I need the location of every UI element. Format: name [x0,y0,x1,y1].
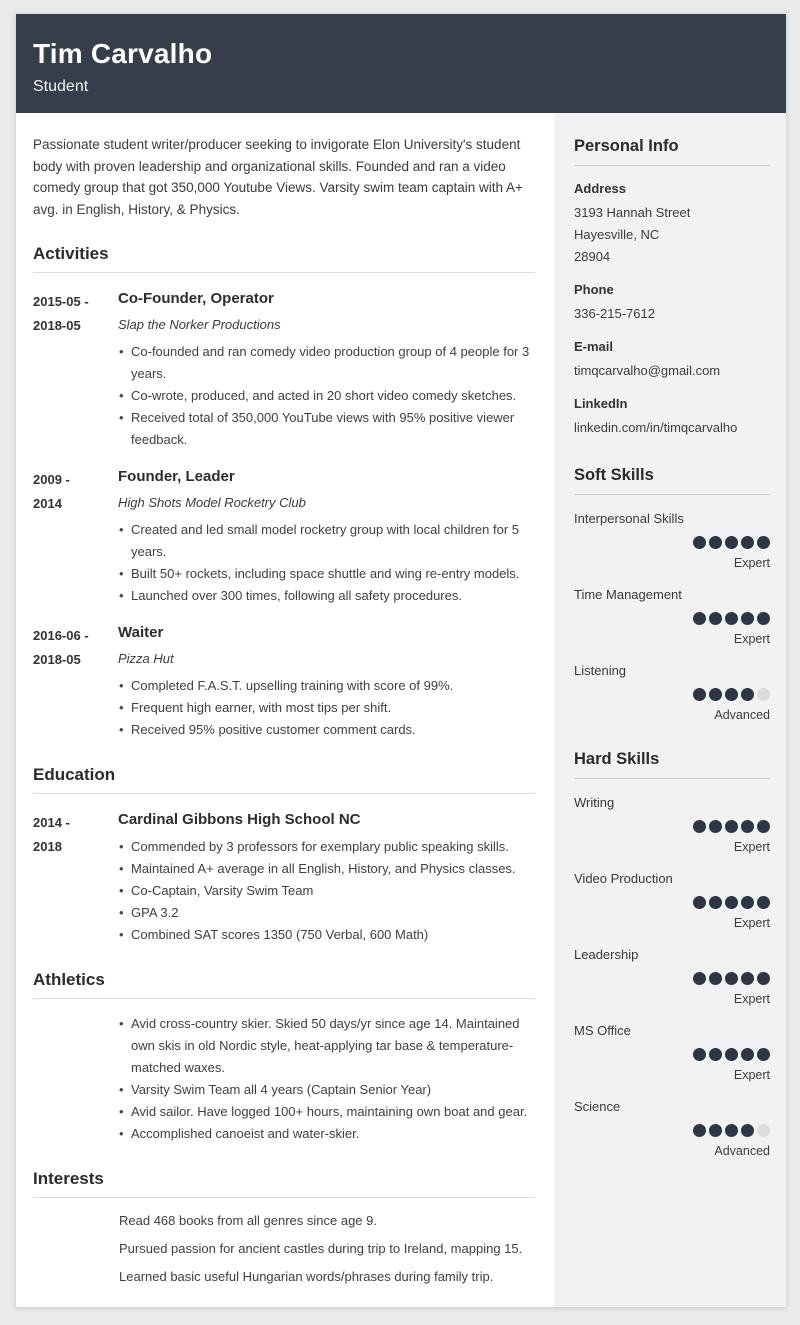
skill-name: Writing [574,795,615,810]
skill-dot [757,612,770,625]
skill-name: Time Management [574,587,682,602]
entry-bullet: • Commended by 3 professors for exemplary public speaking skills. [118,836,535,858]
entry-dates [33,811,118,946]
skill-dot [693,972,706,985]
skill-dot [757,972,770,985]
skill-rating-dots [574,820,770,835]
skill-dot [757,820,770,833]
skill-dot [757,1124,770,1137]
skill-dot [741,896,754,909]
entry-bullet: • Completed F.A.S.T. upselling training with score of 99%. [118,675,535,697]
entry-bullet: • Received total of 350,000 YouTube views with 95% positive viewer feedback. [118,407,535,451]
skill-rating-dots [574,1048,770,1063]
skill-dot [741,688,754,701]
skill-dot [693,820,706,833]
skill-dot [741,1124,754,1137]
entry-organization: Slap the Norker Productions [118,317,281,332]
skill-dot [725,896,738,909]
activity-entry-3 [33,624,535,741]
soft-skill-item [574,662,770,723]
skill-dot [709,896,722,909]
skill-dot [693,1124,706,1137]
skill-level-label: Expert [733,1068,770,1082]
skill-dot [725,1048,738,1061]
personal-info-address [574,179,770,268]
skill-level-label: Expert [733,840,770,854]
skill-rating-dots [574,896,770,911]
entry-bullet: • Built 50+ rockets, including space shuttle and wing re-entry models. [118,563,535,585]
skill-dot [757,536,770,549]
field-label: Phone [574,282,614,297]
skill-dot [693,896,706,909]
field-value: Hayesville, NC [574,227,660,242]
entry-organization: High Shots Model Rocketry Club [118,495,306,510]
skill-dot [725,820,738,833]
personal-info-phone [574,280,770,325]
skill-dot [693,688,706,701]
resume-page [16,14,786,1307]
candidate-job-title: Student [33,78,89,95]
summary-text: Passionate student writer/producer seeking to invigorate Elon University's student body with proven leadership and organizational skills. Founded and ran a video comedy group that got 350,000 Youtube Views. Varsity swim team captain with A+ avg. in English, History, & Physics. [33,137,523,217]
resume-body [16,113,786,1307]
entry-dates [33,468,118,607]
hard-skill-item [574,870,770,931]
entry-bullet: • Co-founded and ran comedy video production group of 4 people for 3 years. [118,341,535,385]
skill-dot [709,1048,722,1061]
skill-level-label: Expert [733,992,770,1006]
athletics-body [118,1013,535,1145]
sidebar-column [554,113,786,1307]
skill-dot [757,896,770,909]
field-label: Address [574,181,627,196]
main-column [16,113,554,1307]
hard-skill-item [574,1022,770,1083]
field-value: 28904 [574,249,611,264]
entry-school: Cardinal Gibbons High School NC [118,811,361,828]
entry-date-start: 2014 - [33,815,70,830]
interest-line: Pursued passion for ancient castles during trip to Ireland, mapping 15. [119,1241,523,1256]
skill-name: MS Office [574,1023,631,1038]
skill-rating-dots [574,1124,770,1139]
field-label: LinkedIn [574,396,628,411]
education-entry [33,811,535,946]
entry-date-end: 2014 [33,496,62,511]
skill-dot [741,972,754,985]
hard-skill-item [574,794,770,855]
athletics-bullet: • Accomplished canoeist and water-skier. [118,1123,535,1145]
entry-body [118,811,535,946]
field-value: 3193 Hannah Street [574,205,691,220]
skill-level-label: Expert [733,556,770,570]
section-heading-activities: Activities [33,244,535,273]
resume-header [16,14,786,113]
entry-bullet: • Combined SAT scores 1350 (750 Verbal, 600 Math) [118,924,535,946]
athletics-bullet-list [118,1013,535,1145]
entry-date-start: 2016-06 - [33,628,89,643]
skill-dot [725,612,738,625]
entry-date-end: 2018-05 [33,652,81,667]
skill-dot [725,536,738,549]
personal-info-email [574,337,770,382]
sidebar-heading-soft-skills: Soft Skills [574,466,770,495]
skill-dot [709,820,722,833]
section-heading-interests: Interests [33,1169,535,1198]
skill-dot [757,1048,770,1061]
skill-dot [693,1048,706,1061]
interest-line: Read 468 books from all genres since age 9. [119,1213,377,1228]
skill-level-label: Expert [733,916,770,930]
entry-date-end: 2018 [33,839,62,854]
skill-dot [725,972,738,985]
personal-info-linkedin [574,394,770,439]
field-value: timqcarvalho@gmail.com [574,363,721,378]
activity-entry-2 [33,468,535,607]
entry-bullet: • Created and led small model rocketry group with local children for 5 years. [118,519,535,563]
field-value: 336-215-7612 [574,306,655,321]
skill-dot [741,1048,754,1061]
athletics-bullet: • Avid cross-country skier. Skied 50 days/yr since age 14. Maintained own skis in old Nordic style, heat-applying tar base & temperature-matched waxes. [118,1013,535,1079]
skill-name: Leadership [574,947,639,962]
skill-rating-dots [574,972,770,987]
entry-bullet: • Received 95% positive customer comment cards. [118,719,535,741]
skill-dot [693,612,706,625]
entry-bullet-list [118,519,535,607]
skill-rating-dots [574,612,770,627]
entry-bullet: • Co-wrote, produced, and acted in 20 short video comedy sketches. [118,385,535,407]
interest-line: Learned basic useful Hungarian words/phrases during family trip. [119,1269,494,1284]
candidate-name: Tim Carvalho [33,38,213,69]
entry-date-start: 2009 - [33,472,70,487]
entry-bullet: • Maintained A+ average in all English, History, and Physics classes. [118,858,535,880]
hard-skill-item [574,1098,770,1159]
skill-dot [693,536,706,549]
entry-date-start: 2015-05 - [33,294,89,309]
sidebar-heading-hard-skills: Hard Skills [574,750,770,779]
entry-bullet-list [118,836,535,946]
entry-organization: Pizza Hut [118,651,174,666]
soft-skill-item [574,510,770,571]
entry-role: Co-Founder, Operator [118,290,274,307]
skill-level-label: Advanced [714,708,770,722]
skill-dot [709,1124,722,1137]
skill-rating-dots [574,536,770,551]
section-heading-education: Education [33,765,535,794]
skill-dot [725,1124,738,1137]
skill-name: Video Production [574,871,673,886]
activity-entry-1 [33,290,535,451]
skill-dot [741,536,754,549]
skill-dot [709,536,722,549]
skill-dot [757,688,770,701]
entry-bullet: • Co-Captain, Varsity Swim Team [118,880,535,902]
skill-dot [709,972,722,985]
skill-name: Listening [574,663,627,678]
entry-dates [33,624,118,741]
entry-bullet: • GPA 3.2 [118,902,535,924]
field-value: linkedin.com/in/timqcarvalho [574,420,738,435]
skill-level-label: Expert [733,632,770,646]
skill-dot [741,612,754,625]
entry-bullet: • Launched over 300 times, following all safety procedures. [118,585,535,607]
athletics-bullet: • Avid sailor. Have logged 100+ hours, maintaining own boat and gear. [118,1101,535,1123]
entry-body [118,468,535,607]
skill-name: Science [574,1099,621,1114]
entry-dates [33,290,118,451]
entry-role: Waiter [118,624,164,641]
soft-skill-item [574,586,770,647]
entry-role: Founder, Leader [118,468,235,485]
interests-body [118,1210,535,1287]
skill-level-label: Advanced [714,1144,770,1158]
skill-rating-dots [574,688,770,703]
skill-dot [709,612,722,625]
entry-bullet-list [118,341,535,451]
skill-dot [725,688,738,701]
section-heading-athletics: Athletics [33,970,535,999]
entry-bullet: • Frequent high earner, with most tips per shift. [118,697,535,719]
skill-dot [709,688,722,701]
entry-body [118,624,535,741]
sidebar-heading-personal-info: Personal Info [574,137,770,166]
skill-name: Interpersonal Skills [574,511,684,526]
entry-date-end: 2018-05 [33,318,81,333]
hard-skill-item [574,946,770,1007]
entry-bullet-list [118,675,535,741]
skill-dot [741,820,754,833]
athletics-bullet: • Varsity Swim Team all 4 years (Captain Senior Year) [118,1079,535,1101]
field-label: E-mail [574,339,614,354]
entry-body [118,290,535,451]
